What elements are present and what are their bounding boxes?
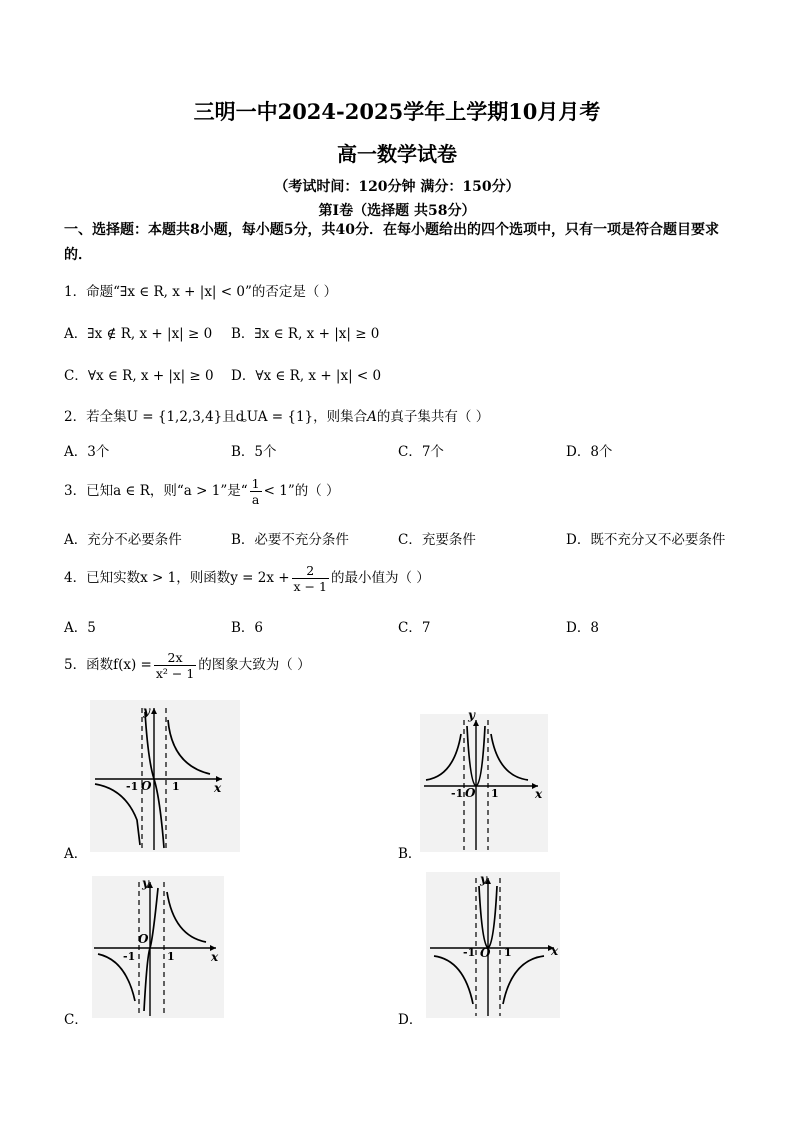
option-label: A． xyxy=(64,326,88,342)
q5-graph-b[interactable] xyxy=(420,714,548,852)
q3-stem-mid: ，则“ xyxy=(149,483,184,499)
q5-graph-a[interactable] xyxy=(90,700,240,852)
option-text: 充要条件 xyxy=(421,532,476,548)
question-5 xyxy=(64,650,311,681)
option-text: 必要不充分条件 xyxy=(254,532,349,548)
option-label: B． xyxy=(231,444,255,460)
q4-option-a[interactable] xyxy=(64,616,96,636)
exam-title: 三明一中2024-2025学年上学期10月月考 xyxy=(193,99,601,124)
option-text: 5个 xyxy=(254,444,277,460)
graph-d-neg-one: -1 xyxy=(463,946,476,959)
graph-c-y-label: y xyxy=(142,876,149,890)
part-heading: 第Ⅰ卷（选择题 共58分） xyxy=(318,203,476,219)
q2-stem-math2: ȡUA = {1} xyxy=(235,409,314,425)
option-label: A． xyxy=(64,532,88,548)
q4-stem-post: 的最小值为（ ） xyxy=(330,570,430,586)
q3-option-c[interactable] xyxy=(398,528,476,548)
q2-stem-end: 的真子集共有（ ） xyxy=(376,409,490,425)
exam-subtitle: 高一数学试卷 xyxy=(337,142,457,166)
q1-stem-pre: 1．命题“ xyxy=(64,284,120,300)
q3-frac-num: 1 xyxy=(251,476,260,491)
q3-stem-post: ”的（ ） xyxy=(287,483,340,499)
q5-fraction xyxy=(154,650,196,681)
q2-stem-var: A xyxy=(367,409,377,425)
q3-stem-math: a ∈ R xyxy=(113,483,150,499)
q3-option-b[interactable] xyxy=(231,528,349,548)
option-text: ∀x ∈ R, x + |x| < 0 xyxy=(255,368,382,384)
q5-frac-den: x² − 1 xyxy=(155,666,195,681)
q3-stem-mid2: ”是“ xyxy=(220,483,248,499)
graph-c-origin: O xyxy=(138,932,149,946)
option-text: 8个 xyxy=(590,444,613,460)
option-label: C． xyxy=(398,532,422,548)
option-label: D． xyxy=(231,368,256,384)
question-3 xyxy=(64,476,340,507)
option-label: D． xyxy=(566,444,591,460)
graph-c-x-label: x xyxy=(211,950,219,964)
q5-graph-d[interactable] xyxy=(426,872,560,1018)
q4-fraction xyxy=(292,563,329,594)
q4-stem-math: x > 1 xyxy=(140,570,177,586)
q2-stem-post: ，则集合 xyxy=(313,409,368,425)
q3-option-a[interactable] xyxy=(64,528,182,548)
option-text: 3个 xyxy=(87,444,110,460)
q2-stem-mid: 且 xyxy=(222,409,236,425)
option-label: A． xyxy=(64,444,88,460)
question-2 xyxy=(64,405,489,425)
q1-stem-post: ”的否定是（ ） xyxy=(244,284,338,300)
q3-option-d[interactable] xyxy=(566,528,725,548)
q1-stem-math: ∃x ∈ R, x + |x| < 0 xyxy=(120,284,245,300)
graph-a-neg-one: -1 xyxy=(126,780,139,793)
graph-c-one: 1 xyxy=(167,950,175,963)
q2-option-c[interactable] xyxy=(398,440,444,460)
graph-b-origin: O xyxy=(465,786,476,800)
q2-option-b[interactable] xyxy=(231,440,277,460)
q5-option-d-label[interactable]: D． xyxy=(398,1012,423,1028)
q4-stem-pre: 4．已知实数 xyxy=(64,570,141,586)
option-text: 充分不必要条件 xyxy=(87,532,182,548)
q3-stem-pre: 3．已知 xyxy=(64,483,114,499)
graph-b-one: 1 xyxy=(491,787,499,800)
q2-stem-pre: 2．若全集 xyxy=(64,409,127,425)
graph-a-origin: O xyxy=(141,779,152,793)
option-text: 6 xyxy=(254,620,264,636)
graph-d-origin: O xyxy=(480,946,491,960)
q5-option-c-label[interactable]: C． xyxy=(64,1012,88,1028)
question-4 xyxy=(64,563,430,594)
option-label: B． xyxy=(231,620,255,636)
q2-option-d[interactable] xyxy=(566,440,612,460)
q3-cond1: a > 1 xyxy=(183,483,221,499)
q2-option-a[interactable] xyxy=(64,440,109,460)
option-text: 既不充分又不必要条件 xyxy=(590,532,726,548)
q5-option-a-label[interactable]: A． xyxy=(64,846,88,862)
graph-d-y-label: y xyxy=(480,872,487,886)
q4-stem-func: y = 2x + xyxy=(230,570,290,586)
option-text: ∃x ∈ R, x + |x| ≥ 0 xyxy=(254,326,380,342)
q3-cond2: < 1 xyxy=(263,483,288,499)
graph-a-one: 1 xyxy=(172,780,180,793)
q5-frac-num: 2x xyxy=(154,650,196,666)
q1-option-b[interactable] xyxy=(231,322,379,342)
exam-info: （考试时间：120分钟 满分：150分） xyxy=(274,179,520,195)
q4-option-c[interactable] xyxy=(398,616,430,636)
q1-option-d[interactable] xyxy=(231,364,381,384)
option-label: C． xyxy=(398,444,422,460)
question-1 xyxy=(64,280,337,300)
q5-stem-pre: 5．函数 xyxy=(64,657,114,673)
option-label: D． xyxy=(566,532,591,548)
option-text: ∀x ∈ R, x + |x| ≥ 0 xyxy=(87,368,214,384)
option-label: D． xyxy=(566,620,591,636)
q1-option-a[interactable] xyxy=(64,322,212,342)
q3-frac-den: a xyxy=(251,492,260,507)
option-text: 7个 xyxy=(421,444,444,460)
option-text: 5 xyxy=(87,620,96,636)
graph-a-x-label: x xyxy=(214,781,222,795)
option-label: C． xyxy=(64,368,88,384)
q5-stem-post: 的图象大致为（ ） xyxy=(198,657,311,673)
q4-frac-den: x − 1 xyxy=(293,579,327,594)
q4-stem-mid: ，则函数 xyxy=(176,570,231,586)
graph-d-x-label: x xyxy=(551,944,559,958)
option-text: 8 xyxy=(590,620,599,636)
q4-option-b[interactable] xyxy=(231,616,263,636)
option-label: C． xyxy=(398,620,422,636)
q5-stem-func: f(x) = xyxy=(113,657,152,673)
option-label: B． xyxy=(231,326,255,342)
q2-stem-math1: U = {1,2,3,4} xyxy=(126,409,223,425)
graph-b-neg-one: -1 xyxy=(451,787,464,800)
q1-option-c[interactable] xyxy=(64,364,214,384)
q4-option-d[interactable] xyxy=(566,616,599,636)
q3-fraction xyxy=(250,476,262,507)
option-label: B． xyxy=(231,532,255,548)
option-label: A． xyxy=(64,620,88,636)
graph-b-x-label: x xyxy=(535,787,543,801)
graph-a-y-label: y xyxy=(143,704,150,718)
section-heading: 一、选择题：本题共8小题，每小题5分，共40分．在每小题给出的四个选项中，只有一项是符合题目要求的． xyxy=(64,222,719,263)
q5-option-b-label[interactable]: B． xyxy=(398,846,422,862)
graph-b-y-label: y xyxy=(468,708,475,722)
q4-frac-num: 2 xyxy=(292,563,329,579)
option-text: 7 xyxy=(421,620,431,636)
option-text: ∃x ∉ R, x + |x| ≥ 0 xyxy=(87,326,213,342)
q5-graph-c[interactable] xyxy=(92,876,224,1018)
graph-d-one: 1 xyxy=(504,946,512,959)
graph-c-neg-one: -1 xyxy=(123,950,136,963)
